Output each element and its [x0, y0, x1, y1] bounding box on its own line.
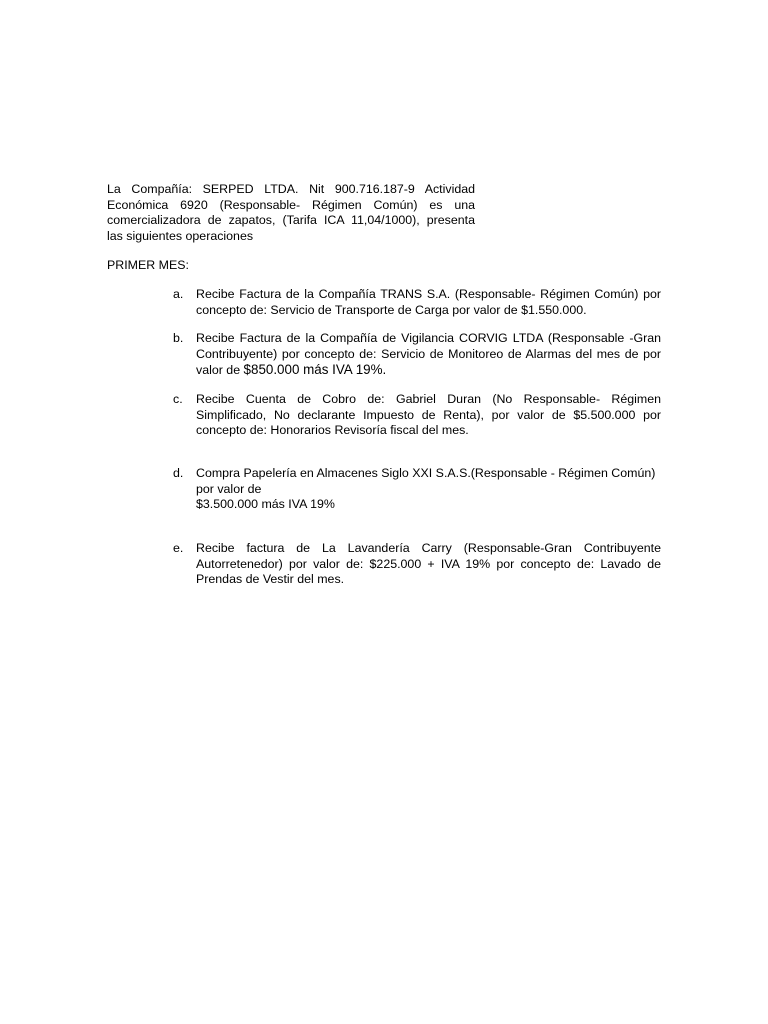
item-line: por valor de	[196, 481, 262, 496]
list-item-text	[196, 541, 661, 588]
item-line: Recibe factura de La Lavandería Carry (Responsable-Gran Contribuyente	[196, 541, 661, 555]
list-item-a	[173, 287, 661, 318]
list-item-text	[196, 287, 661, 318]
list-item-e	[173, 541, 661, 588]
item-line: Recibe Factura de la Compañía TRANS S.A. (Responsable- Régimen Común) por	[196, 287, 661, 301]
item-line: concepto de: Servicio de Transporte de Carga por valor de $1.550.000.	[196, 302, 587, 317]
list-marker: e.	[173, 541, 184, 555]
section-heading: PRIMER MES:	[107, 258, 189, 272]
list-marker: a.	[173, 287, 184, 301]
item-line: Recibe Cuenta de Cobro de: Gabriel Duran (No Responsable- Régimen	[196, 392, 661, 406]
list-marker: c.	[173, 392, 183, 406]
item-line: Simplificado, No declarante Impuesto de Renta), por valor de $5.500.000 por	[196, 407, 661, 422]
list-item-d	[173, 466, 679, 513]
item-line: Autorretenedor) por valor de: $225.000 + IVA 19% por concepto de: Lavado de	[196, 556, 661, 571]
intro-line: comercializadora de zapatos, (Tarifa ICA 11,04/1000), presenta	[107, 213, 475, 227]
item-line: concepto de: Honorarios Revisoría fiscal del mes.	[196, 423, 469, 437]
item-line: Contribuyente) por concepto de: Servicio de Monitoreo de Alarmas del mes de por	[196, 346, 661, 361]
intro-line: las siguientes operaciones	[107, 228, 254, 243]
intro-paragraph	[107, 182, 475, 244]
list-item-b	[173, 331, 661, 379]
item-line: $3.500.000 más IVA 19%	[196, 497, 335, 511]
item-line-part: valor de	[196, 363, 241, 377]
list-marker: d.	[173, 466, 184, 480]
list-item-text	[196, 466, 679, 513]
list-item-text	[196, 392, 661, 439]
item-line: Compra Papelería en Almacenes Siglo XXI S.A.S.(Responsable - Régimen Común)	[196, 466, 656, 480]
item-line: Recibe Factura de la Compañía de Vigilancia CORVIG LTDA (Responsable -Gran	[196, 331, 661, 345]
intro-line: La Compañía: SERPED LTDA. Nit 900.716.187-9 Actividad	[107, 182, 475, 196]
list-marker: b.	[173, 331, 184, 345]
list-item-text	[196, 331, 661, 379]
list-item-c	[173, 392, 661, 439]
item-amount: $850.000 más IVA 19%.	[243, 362, 387, 377]
item-line	[196, 362, 661, 379]
intro-line: Económica 6920 (Responsable- Régimen Común) es una	[107, 197, 475, 212]
item-line: Prendas de Vestir del mes.	[196, 572, 345, 586]
